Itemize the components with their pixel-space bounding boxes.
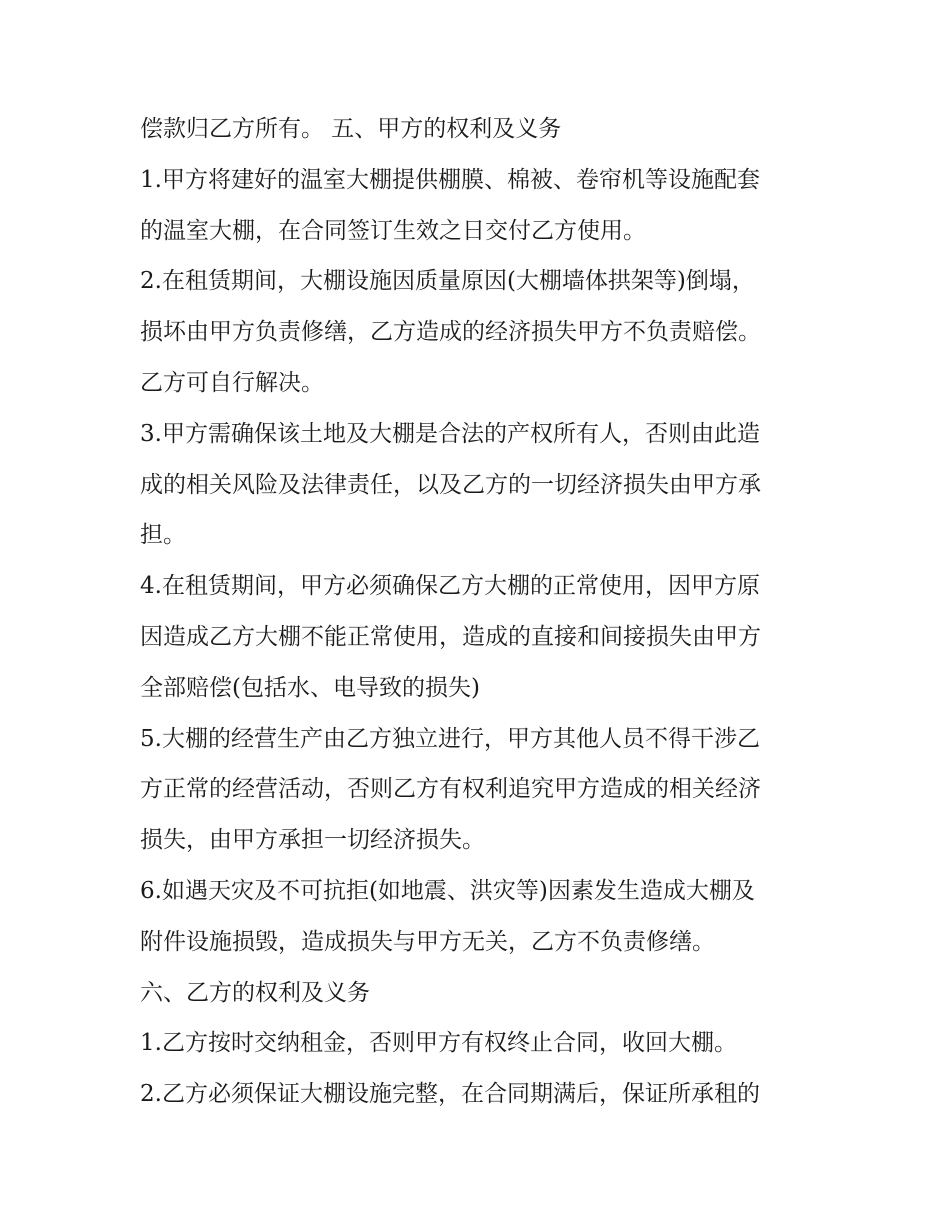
text-line: 6.如遇天灾及不可抗拒(如地震、洪灾等)因素发生造成大棚及 xyxy=(140,877,755,904)
document-page xyxy=(140,104,820,1120)
text-line: 全部赔偿(包括水、电导致的损失) xyxy=(140,674,480,701)
text-line: 偿款归乙方所有。 五、甲方的权利及义务 xyxy=(140,116,562,142)
section-heading: 六、乙方的权利及义务 xyxy=(140,979,370,1006)
text-line: 1.甲方将建好的温室大棚提供棚膜、棉被、卷帘机等设施配套 xyxy=(140,166,760,193)
text-line: 因造成乙方大棚不能正常使用，造成的直接和间接损失由甲方 xyxy=(140,623,761,650)
text-line: 2.在租赁期间，大棚设施因质量原因(大棚墙体拱架等)倒塌， xyxy=(140,268,755,295)
text-line: 附件设施损毁，造成损失与甲方无关，乙方不负责修缮。 xyxy=(140,928,715,955)
text-line: 乙方可自行解决。 xyxy=(140,369,324,396)
text-line: 损坏由甲方负责修缮，乙方造成的经济损失甲方不负责赔偿。 xyxy=(140,319,761,346)
text-line: 担。 xyxy=(140,522,186,549)
text-line: 损失，由甲方承担一切经济损失。 xyxy=(140,827,485,854)
text-line: 成的相关风险及法律责任，以及乙方的一切经济损失由甲方承 xyxy=(140,471,761,498)
text-line: 5.大棚的经营生产由乙方独立进行，甲方其他人员不得干涉乙 xyxy=(140,725,760,752)
text-line: 3.甲方需确保该土地及大棚是合法的产权所有人，否则由此造 xyxy=(140,420,760,447)
text-line: 方正常的经营活动，否则乙方有权利追究甲方造成的相关经济 xyxy=(140,776,761,803)
text-line: 的温室大棚，在合同签订生效之日交付乙方使用。 xyxy=(140,217,646,244)
text-line: 2.乙方必须保证大棚设施完整，在合同期满后，保证所承租的 xyxy=(140,1081,760,1108)
text-line: 4.在租赁期间，甲方必须确保乙方大棚的正常使用，因甲方原 xyxy=(140,573,760,600)
text-line: 1.乙方按时交纳租金，否则甲方有权终止合同，收回大棚。 xyxy=(140,1030,737,1057)
